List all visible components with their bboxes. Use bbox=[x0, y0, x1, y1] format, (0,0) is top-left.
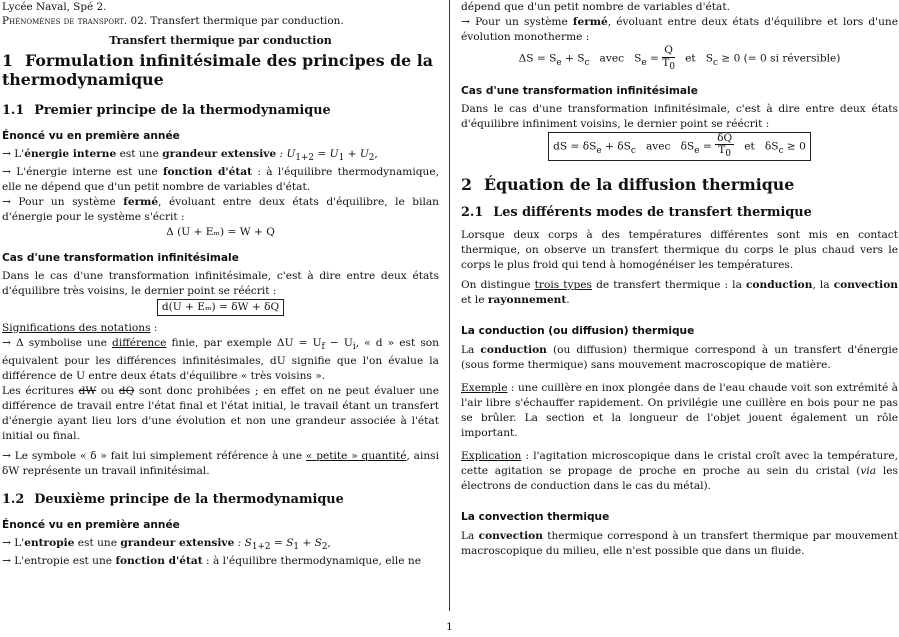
infinitesimal-case-heading-2: Cas d'une transformation infinitésimale bbox=[461, 84, 698, 97]
section-2-1-heading: 2.1 Les différents modes de transfert thermique bbox=[461, 204, 812, 220]
delta-symbol-item: → Le symbole « δ » fait lui simplement référence à une « petite » quantité, ainsi δW représente un travail infinitésimal. bbox=[2, 449, 440, 477]
energy-state-function-item: → L'énergie interne est une fonction d'état : à l'équilibre thermodynamique, elle ne dépend que d'un petit nombre de variables d'état. bbox=[2, 165, 439, 193]
entropy-continuation: dépend que d'un petit nombre de variables d'état. bbox=[461, 1, 730, 13]
right-column bbox=[461, 0, 898, 559]
forbidden-notations-text: Les écritures dW ou dQ sont donc prohibées ; en effet on ne peut évaluer une différence de travail entre l'état final et l'état initial, le travail étant un transfert d'énergie ayant lieu lors d'une évolution et non une grandeur associée à l'état initial ou final. bbox=[2, 384, 439, 442]
document-title: Transfert thermique par conduction bbox=[109, 34, 332, 48]
left-column bbox=[2, 0, 439, 569]
section-1-heading: 1 Formulation infinitésimale des principes de la thermodynamique bbox=[2, 50, 433, 90]
conduction-heading: La conduction (ou diffusion) thermique bbox=[461, 325, 695, 338]
convection-heading: La convection thermique bbox=[461, 511, 610, 524]
section-2-heading: 2 Équation de la diffusion thermique bbox=[461, 175, 795, 195]
energy-extensive-item: → L'énergie interne est une grandeur extensive : $U_{1+2} = U_1 + U_2$, bbox=[2, 147, 378, 164]
entropy-balance-item: → Pour un système fermé, évoluant entre deux états d'équilibre et lors d'une évolution monotherme : bbox=[461, 16, 898, 44]
delta-notation-item: → Δ symbolise une différence finie, par exemple $\Delta U = U_f - U_i$, « d » est son équivalent pour les différences infinitésimales, dU signifie que l'on évalue la différence de U entre deux états d'équilibre « très voisins ». bbox=[2, 336, 439, 382]
convection-paragraph: La convection thermique correspond à un transfert thermique par mouvement macroscopique du milieu, elle n'est possible que dans un fluide. bbox=[461, 530, 898, 558]
enonce-heading: Énoncé vu en première année bbox=[2, 129, 180, 142]
example-paragraph: Exemple : une cuillère en inox plongée dans de l'eau chaude voit son extrémité à l'air libre s'échauffer rapidement. On privilégie une cuillère en bois pour ne pas se brûler. La section et la longueur de l'objet jouent également un rôle important. bbox=[461, 382, 898, 440]
infinitesimal-equation-wrap bbox=[2, 299, 439, 316]
entropy-extensive-item: → L'entropie est une grandeur extensive : $S_{1+2} = S_1 + S_2$, bbox=[2, 537, 331, 553]
entropy-state-function-item: → L'entropie est une fonction d'état : à l'équilibre thermodynamique, elle ne bbox=[2, 554, 422, 567]
section-1-1-heading: 1.1 Premier principe de la thermodynamique bbox=[2, 102, 331, 118]
explanation-paragraph: Explication : l'agitation microscopique dans le cristal croît avec la température, cette agitation se propage de proche en proche au sein du cristal (via les électrons de conduction dans le cas du métal). bbox=[461, 450, 898, 493]
energy-balance-item: → Pour un système fermé, évoluant entre deux états d'équilibre, le bilan d'énergie pour le système s'écrit : bbox=[2, 195, 439, 223]
infinitesimal-case-text: Dans le cas d'une transformation infinitésimale, c'est à dire entre deux états d'équilibre très voisins, le dernier point se réécrit : bbox=[2, 269, 439, 297]
header-course bbox=[2, 14, 439, 28]
notations-heading: Significations des notations : bbox=[2, 321, 158, 334]
header-course-name: Phénomènes de transport bbox=[2, 15, 124, 28]
entropy-infinitesimal-equation: dS = $\delta S_e + \delta S_c$ avec $\delta S_e$ = $\frac{\delta Q}{T_0}$ et $\delta S_c \ge 0$ bbox=[548, 132, 811, 161]
infinitesimal-case-heading: Cas d'une transformation infinitésimale bbox=[2, 251, 239, 264]
infinitesimal-case-text-2: Dans le cas d'une transformation infinitésimale, c'est à dire entre deux états d'équilibre infiniment voisins, le dernier point se réécrit : bbox=[461, 102, 898, 130]
column-divider bbox=[449, 0, 450, 611]
page-number: 1 bbox=[446, 621, 453, 633]
energy-balance-equation: Δ (U + Eₘ) = W + Q bbox=[166, 225, 275, 238]
enonce-2-heading: Énoncé vu en première année bbox=[2, 519, 180, 532]
header-course-suffix: . 02. Transfert thermique par conduction. bbox=[123, 15, 344, 28]
three-modes-paragraph: On distingue trois types de transfert thermique : la conduction, la convection et le rayonnement. bbox=[461, 278, 898, 306]
header-school: Lycée Naval, Spé 2. bbox=[2, 1, 107, 13]
entropy-infinitesimal-equation-wrap bbox=[461, 132, 898, 161]
section-1-2-heading: 1.2 Deuxième principe de la thermodynamique bbox=[2, 491, 344, 507]
conduction-paragraph: La conduction (ou diffusion) thermique correspond à un transfert d'énergie (sous forme thermique) sans mouvement macroscopique de matière. bbox=[461, 344, 898, 372]
page-header bbox=[2, 0, 439, 28]
entropy-balance-equation: $\Delta S = S_e + S_c$ avec $S_e$ = $\frac{Q}{T_0}$ et $S_c \ge 0$ (= 0 si réversible) bbox=[518, 44, 841, 72]
contact-paragraph: Lorsque deux corps à des températures différentes sont mis en contact thermique, on observe un transfert thermique du corps le plus chaud vers le corps le plus froid qui tend à homogénéiser les températures. bbox=[461, 228, 898, 271]
infinitesimal-energy-equation: d(U + Eₘ) = δW + δQ bbox=[157, 299, 284, 316]
